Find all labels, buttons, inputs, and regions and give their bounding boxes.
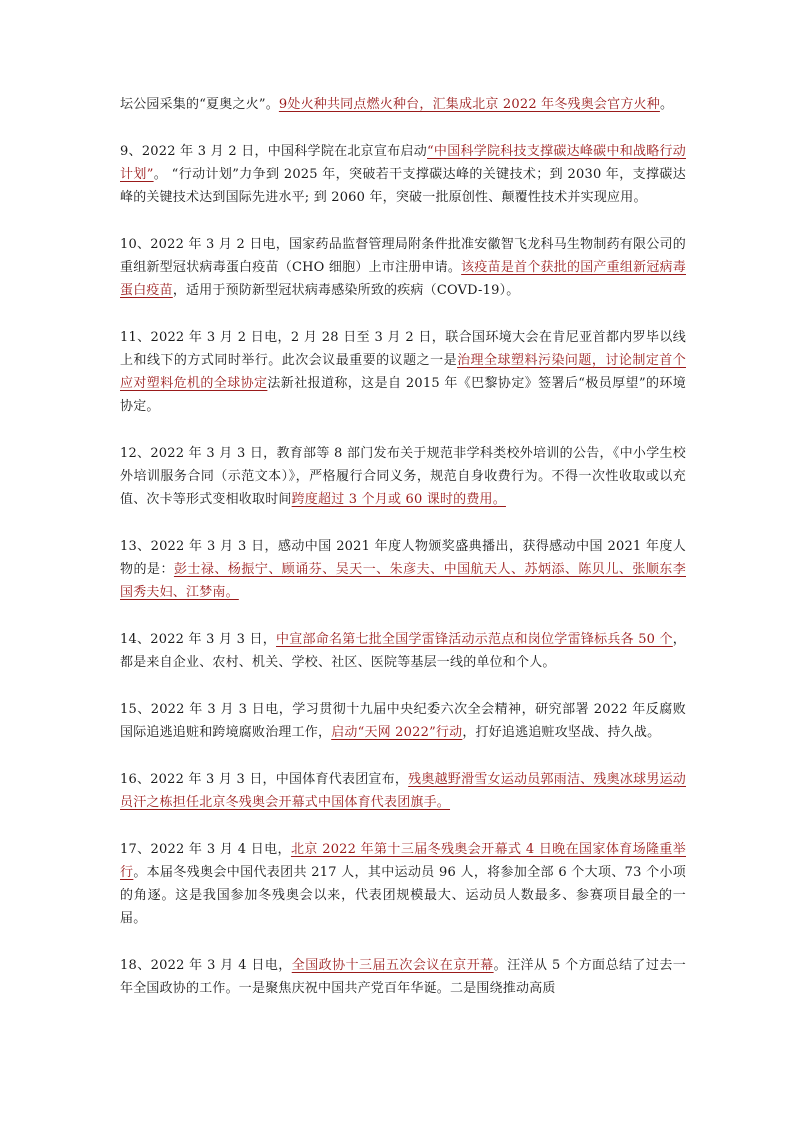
highlighted-text: 北京 2022 年第十三届冬残奥会开幕式 4 日晚在国家体育场隆重举行 — [120, 842, 686, 880]
paragraph — [120, 628, 686, 674]
paragraph — [120, 535, 686, 604]
highlighted-text: “中国科学院科技支撑碳达峰碳中和战略行动计划” — [120, 144, 686, 182]
highlighted-text: 跨度超过 3 个月或 60 课时的费用。 — [291, 492, 506, 507]
paragraph — [120, 768, 686, 814]
paragraph-text: ，打好追逃追赃攻坚战、持久战。 — [462, 725, 661, 740]
paragraph-text: 9、2022 年 3 月 2 日，中国科学院在北京宣布启动 — [120, 144, 427, 159]
paragraph-text: 。汪洋从 5 个方面总结了过去一年全国政协的工作。一是聚焦庆祝中国共产党百年华诞。二是围绕推动高质 — [120, 958, 686, 996]
highlighted-text: 启动“天网 2022”行动 — [331, 725, 463, 740]
highlighted-text: 中宣部命名第七批全国学雷锋活动示范点和岗位学雷锋标兵各 50 个 — [276, 632, 673, 647]
paragraph — [120, 233, 686, 302]
paragraph — [120, 698, 686, 744]
paragraph-text: 。 — [659, 97, 674, 112]
paragraph-text: 17、2022 年 3 月 4 日电， — [120, 842, 291, 857]
highlighted-text: 该疫苗是首个获批的国产重组新冠病毒蛋白疫苗 — [120, 260, 686, 298]
paragraph-text: 10、2022 年 3 月 2 日电，国家药品监督管理局附条件批准安徽智飞龙科马生物制药有限公司的重组新型冠状病毒蛋白疫苗（CHO 细胞）上市注册申请。 — [120, 237, 686, 275]
paragraph-text: 14、2022 年 3 月 3 日， — [120, 632, 277, 647]
paragraph-text: ，都是来自企业、农村、机关、学校、社区、医院等基层一线的单位和个人。 — [120, 632, 686, 670]
paragraph-text: 法新社报道称，这是自 2015 年《巴黎协定》签署后“极员厚望”的环境协定。 — [120, 376, 686, 414]
highlighted-text: 残奥越野滑雪女运动员郭雨洁、残奥冰球男运动员汗之栋担任北京冬残奥会开幕式中国体育代表团旗手。 — [120, 772, 687, 810]
paragraph — [120, 442, 686, 511]
paragraph — [120, 954, 686, 1000]
paragraph-text: 16、2022 年 3 月 3 日，中国体育代表团宣布， — [120, 772, 409, 787]
document-body — [120, 93, 686, 1024]
paragraph-text: 11、2022 年 3 月 2 日电，2 月 28 日至 3 月 2 日，联合国环境大会在肯尼亚首都内罗毕以线上和线下的方式同时举行。此次会议最重要的议题之一是 — [120, 330, 686, 368]
paragraph — [120, 140, 686, 209]
paragraph-text: 。本届冬残奥会中国代表团共 217 人，其中运动员 96 人，将参加全部 6 个大项、73 个小项的角逐。这是我国参加冬残奥会以来，代表团规模最大、运动员人数最多、参赛项目最全的一届。 — [120, 865, 686, 926]
paragraph-text: ，适用于预防新型冠状病毒感染所致的疾病（COVD-19）。 — [172, 283, 520, 298]
highlighted-text: 9处火种共同点燃火种台，汇集成北京 2022 年冬残奥会官方火种 — [278, 97, 660, 112]
paragraph-text: 12、2022 年 3 月 3 日，教育部等 8 部门发布关于规范非学科类校外培训的公告，《中小学生校外培训服务合同（示范文本）》，严格履行合同义务，规范自身收费行为。不得一次性收取或以充值、次卡等形式变相收取时间 — [120, 446, 686, 507]
paragraph-text: 15、2022 年 3 月 3 日电，学习贯彻十九届中央纪委六次全会精神，研究部署 2022 年反腐败国际追逃追赃和跨境腐败治理工作， — [120, 702, 686, 740]
highlighted-text: 彭士禄、杨振宁、顾诵芬、吴天一、朱彦夫、中国航天人、苏炳添、陈贝儿、张顺东李国秀夫妇、江梦南。 — [120, 562, 686, 600]
highlighted-text: 治理全球塑料污染问题，讨论制定首个应对塑料危机的全球协定 — [120, 353, 686, 391]
paragraph-text: 13、2022 年 3 月 3 日，感动中国 2021 年度人物颁奖盛典播出，获得感动中国 2021 年度人物的是： — [120, 539, 686, 577]
highlighted-text: 全国政协十三届五次会议在京开幕 — [291, 958, 494, 973]
paragraph — [120, 326, 686, 418]
paragraph — [120, 838, 686, 930]
paragraph-text: 坛公园采集的“夏奥之火”。 — [120, 97, 279, 112]
paragraph-text: 。 “行动计划”力争到 2025 年，突破若干支撑碳达峰的关键技术；到 2030 年，支撑碳达峰的关键技术达到国际先进水平; 到 2060 年，突破一批原创性、颠覆性技术并实现应用。 — [120, 167, 686, 205]
paragraph — [120, 93, 686, 116]
paragraph-text: 18、2022 年 3 月 4 日电， — [120, 958, 292, 973]
